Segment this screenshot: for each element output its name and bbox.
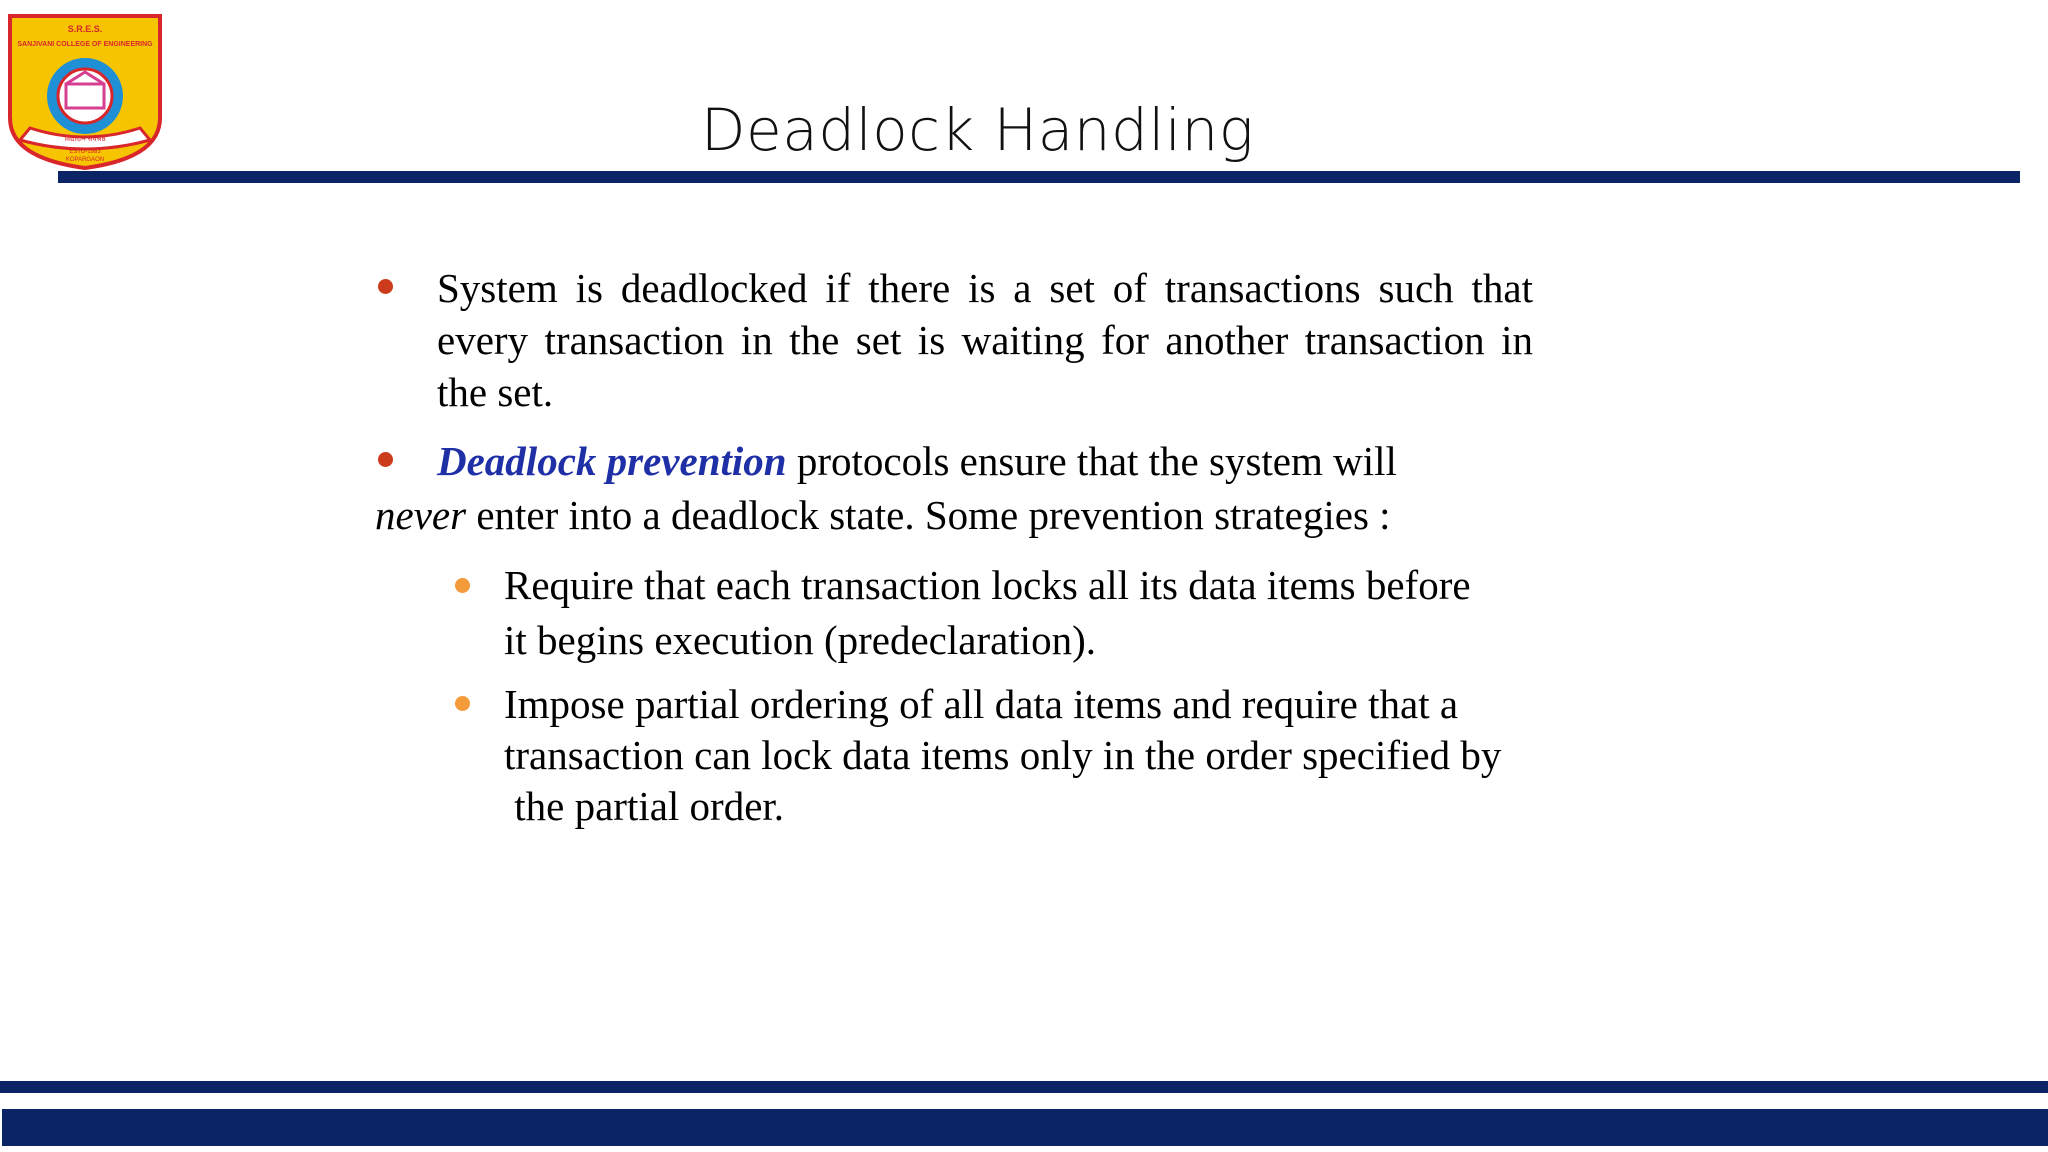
sub-bullet-1-line-1: Require that each transaction locks all its data items before <box>504 562 1471 608</box>
logo-place: KOPARGAON <box>65 157 105 163</box>
footer-thin-band <box>0 1081 2048 1093</box>
bullet-2-line-1-rest: protocols ensure that the system will <box>786 438 1397 484</box>
bullet-2-line-2-rest: enter into a deadlock state. Some prevention strategies : <box>466 492 1391 538</box>
deadlock-prevention-term: Deadlock prevention <box>437 438 787 484</box>
slide-title: Deadlock Handling <box>700 96 1255 164</box>
logo-top-text: S.R.E.S. <box>67 24 103 34</box>
sub-bullet-dot-icon <box>455 578 470 593</box>
sub-bullet-2-line-1: Impose partial ordering of all data items and require that a <box>504 681 1459 727</box>
logo-college-text: SANJIVANI COLLEGE OF ENGINEERING <box>17 41 153 48</box>
bullet-dot-icon <box>378 279 393 294</box>
sub-bullet-2-line-3: the partial order. <box>504 783 785 829</box>
bullet-2-line-2 <box>375 489 1391 541</box>
logo-estd: ESTD-1983 <box>69 149 101 155</box>
bullet-1-line-1: System is deadlocked if there is a set of transactions such that <box>437 265 1533 311</box>
sub-bullet-2-line-2: transaction can lock data items only in the order specified by <box>504 732 1502 778</box>
bullet-1-line-3: the set. <box>437 369 554 415</box>
sub-bullet-dot-icon <box>455 696 470 711</box>
footer-thick-band <box>2 1109 2048 1146</box>
logo-motto: विद्यादानं सर्वश्रेष्ठं <box>64 135 106 143</box>
bullet-2-line-1 <box>437 435 1397 487</box>
sub-bullet-1-line-2: it begins execution (predeclaration). <box>504 617 1096 663</box>
never-word: never <box>375 492 467 538</box>
bullet-1-line-2: every transaction in the set is waiting for another transaction in <box>437 317 1533 363</box>
bullet-dot-icon <box>378 452 393 467</box>
